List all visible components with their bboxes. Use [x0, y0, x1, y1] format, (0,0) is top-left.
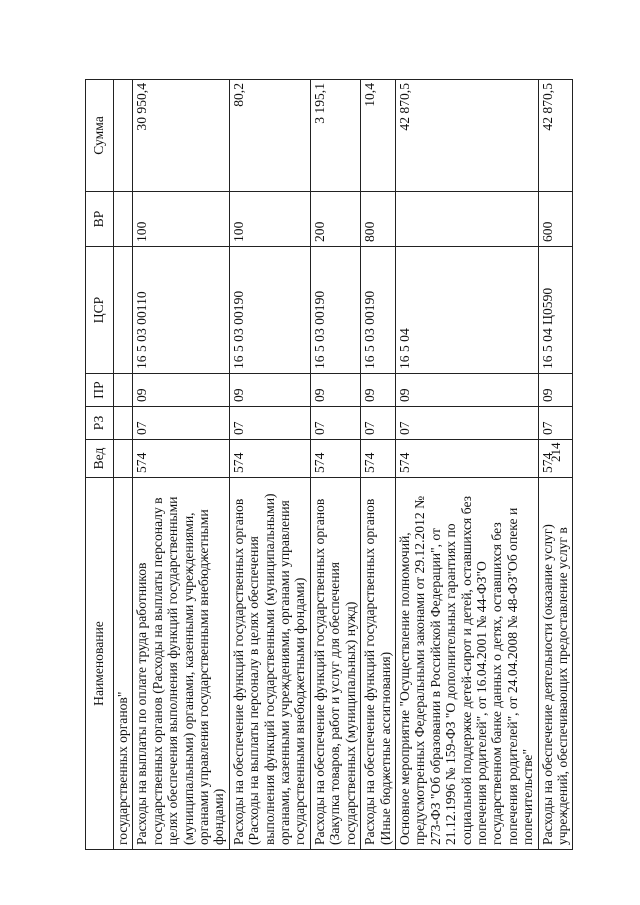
row-pr: 09 — [229, 374, 310, 407]
row-pr: 09 — [310, 374, 360, 407]
row-sum: 80,2 — [229, 80, 310, 192]
row-csr: 16 5 04 — [395, 247, 538, 374]
row-csr: 16 5 03 00190 — [310, 247, 360, 374]
row-ved: 574 — [310, 440, 360, 478]
table-row — [361, 80, 396, 850]
table-row — [229, 80, 310, 850]
row-ved: 574 — [538, 440, 573, 478]
row-pr: 09 — [361, 374, 396, 407]
row-name: Расходы на обеспечение функций государственных органов (Расходы на выплаты персоналу в целях обеспечения выполнения функций государственными (муниципальными) органами, казенными учреждениями, органами управления государственными внебюджетными фондами) — [229, 478, 310, 850]
row-rz: 07 — [133, 407, 229, 440]
row-name: Расходы на обеспечение функций государственных органов (Закупка товаров, работ и услуг для обеспечения государственных (муниципальных) нужд) — [310, 478, 360, 850]
row-rz: 07 — [310, 407, 360, 440]
header-ved: Вед — [86, 440, 114, 478]
row-pr: 09 — [538, 374, 573, 407]
header-vr: ВР — [86, 192, 114, 247]
row-csr: 16 5 03 00190 — [361, 247, 396, 374]
row-rz: 07 — [395, 407, 538, 440]
row-vr: 100 — [229, 192, 310, 247]
row-pr: 09 — [133, 374, 229, 407]
row-rz: 07 — [361, 407, 396, 440]
header-name: Наименование — [86, 478, 114, 850]
row-rz: 07 — [538, 407, 573, 440]
row-csr: 16 5 03 00110 — [133, 247, 229, 374]
row-name: Основное мероприятие "Осуществление полномочий, предусмотренных Федеральными законами от 29.12.2012 № 273-ФЗ "Об образовании в Российской Федерации", от 21.12.1996 № 159-ФЗ "О дополнительных гарантиях по социальной поддержке детей-сирот и детей, оставшихся без попечения родителей", от 16.04.2001 № 44-ФЗ"О государственном банке данных о детях, оставшихся без попечения родителей", от 24.04.2008 № 48-ФЗ"Об опеке и попечительстве" — [395, 478, 538, 850]
budget-table-container — [85, 80, 612, 850]
row-ved: 574 — [361, 440, 396, 478]
header-sum: Сумма — [86, 80, 114, 192]
row-ved: 574 — [395, 440, 538, 478]
table-row-continuation — [114, 80, 133, 850]
row-sum: 3 195,1 — [310, 80, 360, 192]
header-rz: РЗ — [86, 407, 114, 440]
page-number: 214 — [548, 442, 563, 462]
table-row — [133, 80, 229, 850]
row-sum: 30 950,4 — [133, 80, 229, 192]
row-vr: 100 — [133, 192, 229, 247]
table-row — [395, 80, 538, 850]
row-csr: 16 5 04 Ц0590 — [538, 247, 573, 374]
row-pr: 09 — [395, 374, 538, 407]
budget-table — [85, 79, 573, 850]
continuation-text: государственных органов" — [114, 478, 133, 850]
row-name: Расходы на выплаты по оплате труда работников государственных органов (Расходы на выплаты персоналу в целях обеспечения выполнения функций государственными (муниципальными) органами, казенными учреждениями, органами управления государственными внебюджетными фондами) — [133, 478, 229, 850]
table-header-row — [86, 80, 114, 850]
row-vr: 200 — [310, 192, 360, 247]
row-sum: 42 870,5 — [538, 80, 573, 192]
row-csr: 16 5 03 00190 — [229, 247, 310, 374]
row-ved: 574 — [229, 440, 310, 478]
row-sum: 42 870,5 — [395, 80, 538, 192]
header-csr: ЦСР — [86, 247, 114, 374]
row-vr: 600 — [538, 192, 573, 247]
row-ved: 574 — [133, 440, 229, 478]
table-row — [538, 80, 573, 850]
row-name: Расходы на обеспечение деятельности (оказание услуг) учреждений, обеспечивающих предоставление услуг в — [538, 478, 573, 850]
header-pr: ПР — [86, 374, 114, 407]
table-row — [310, 80, 360, 850]
row-name: Расходы на обеспечение функций государственных органов (Иные бюджетные ассигнования) — [361, 478, 396, 850]
row-sum: 10,4 — [361, 80, 396, 192]
row-rz: 07 — [229, 407, 310, 440]
row-vr: 800 — [361, 192, 396, 247]
row-vr — [395, 192, 538, 247]
